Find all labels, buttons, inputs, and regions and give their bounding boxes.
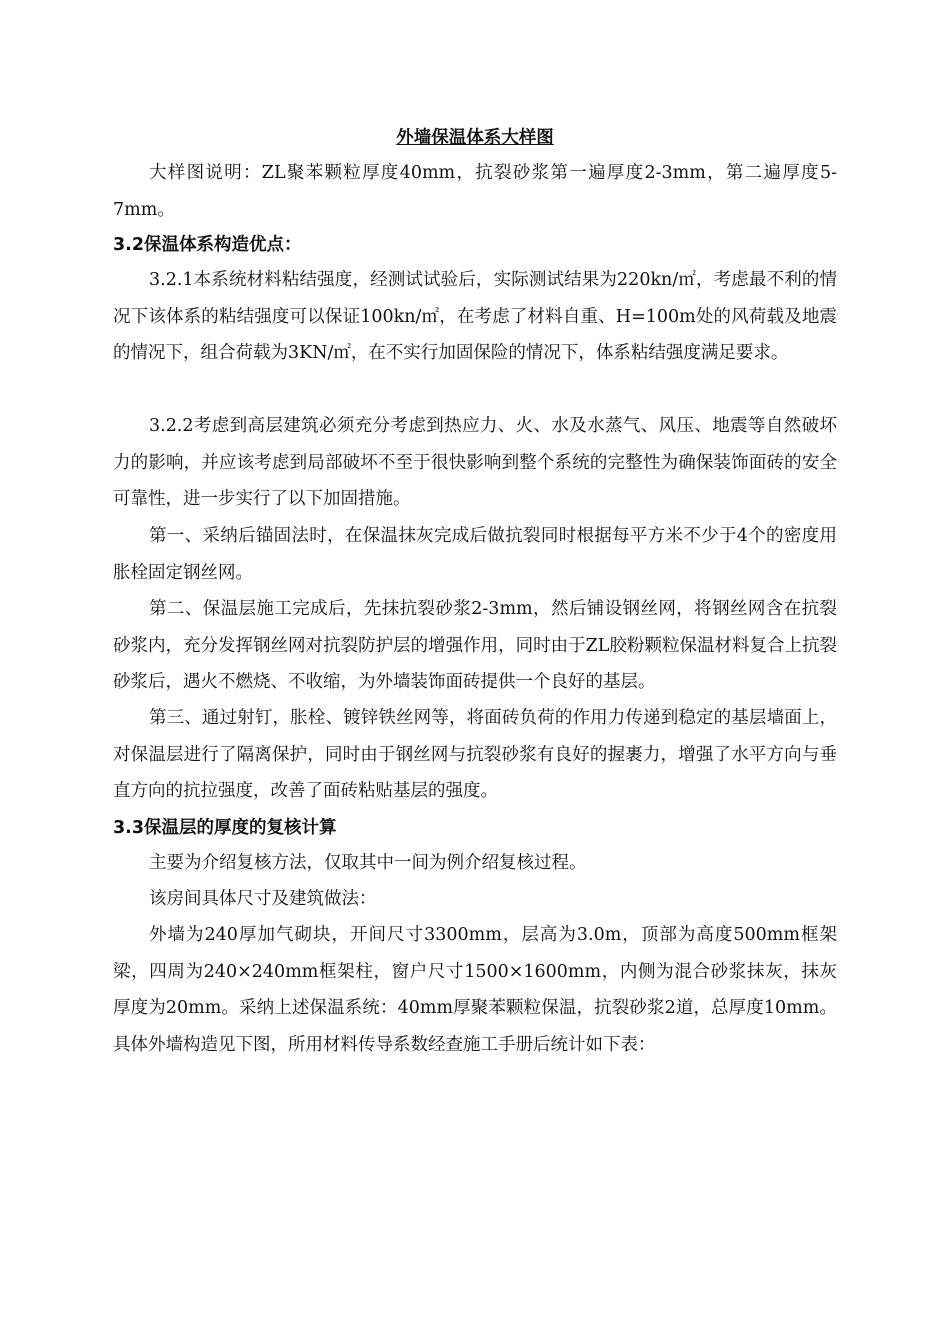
paragraph-3-2-1: 3.2.1本系统材料粘结强度，经测试试验后，实际测试结果为220kn/㎡，考虑最不利的情况下该体系的粘结强度可以保证100kn/㎡，在考虑了材料自重、H=100m处的风荷载及地震的情况下，组合荷载为3KN/㎡，在不实行加固保险的情况下，体系粘结强度满足要求。 — [113, 270, 837, 363]
paragraph-method-intro: 主要为介绍复核方法，仅取其中一间为例介绍复核过程。 — [149, 853, 587, 873]
paragraph-measure-second: 第二、保温层施工完成后，先抹抗裂砂浆2-3mm，然后铺设钢丝网，将钢丝网含在抗裂砂浆内，充分发挥钢丝网对抗裂防护层的增强作用，同时由于ZL胶粉颗粒保温材料复合上抗裂砂浆后，遇火不燃烧、不收缩，为外墙装饰面砖提供一个良好的基层。 — [113, 599, 837, 692]
paragraph-3-2-2: 3.2.2考虑到高层建筑必须充分考虑到热应力、火、水及水蒸气、风压、地震等自然破坏力的影响，并应该考虑到局部破坏不至于很快影响到整个系统的完整性为确保装饰面砖的安全可靠性，进一步实行了以下加固措施。 — [113, 416, 837, 509]
page-title: 外墙保温体系大样图 — [396, 128, 554, 148]
section-heading-3-3: 3.3保温层的厚度的复核计算 — [113, 818, 337, 838]
paragraph-wall-construction: 外墙为240厚加气砌块，开间尺寸3300mm，层高为3.0m，顶部为高度500mm框架梁，四周为240×240mm框架柱，窗户尺寸1500×1600mm，内侧为混合砂浆抹灰，抹灰厚度为20mm。采纳上述保温系统：40mm厚聚苯颗粒保温，抗裂砂浆2道，总厚度10mm。具体外墙构造见下图，所用材料传导系数经查施工手册后统计如下表： — [113, 925, 837, 1055]
section-heading-3-2: 3.2保温体系构造优点： — [113, 235, 302, 255]
paragraph-room-intro: 该房间具体尺寸及建筑做法： — [149, 889, 377, 909]
diagram-description: 大样图说明：ZL聚苯颗粒厚度40mm，抗裂砂浆第一遍厚度2-3mm，第二遍厚度5-7mm。 — [113, 163, 837, 220]
paragraph-measure-third: 第三、通过射钉，胀栓、镀锌铁丝网等，将面砖负荷的作用力传递到稳定的基层墙面上，对保温层进行了隔离保护，同时由于钢丝网与抗裂砂浆有良好的握裹力，增强了水平方向与垂直方向的抗拉强度，改善了面砖粘贴基层的强度。 — [113, 708, 837, 801]
paragraph-measure-first: 第一、采纳后锚固法时，在保温抹灰完成后做抗裂同时根据每平方米不少于4个的密度用胀栓固定钢丝网。 — [113, 526, 837, 583]
